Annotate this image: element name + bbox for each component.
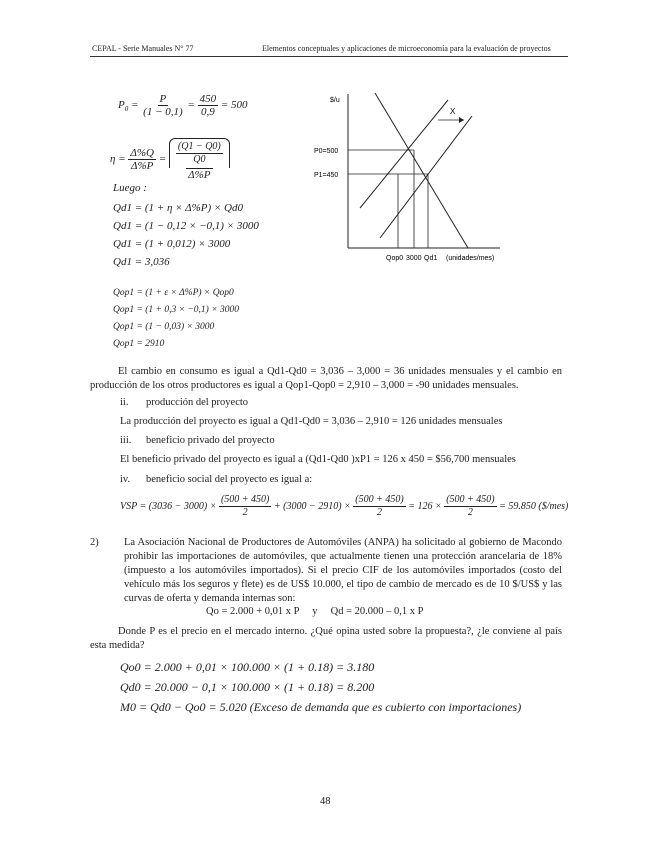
problem-2-eq3: M0 = Qd0 − Qo0 = 5.020 (Exceso de demanda que es cubierto con importaciones) xyxy=(120,700,522,714)
shift-label: X xyxy=(450,107,456,116)
supply-curve-2 xyxy=(380,116,472,238)
problem-2-eq2: Qd0 = 20.000 − 0,1 × 100.000 × (1 + 0.18) = 8.200 xyxy=(120,680,375,694)
vsp-equation: VSP = (3036 − 3000) × $\frac{(500 + 450)}{2}$ + (3000 − 2910) × $\frac{(500 + 450)}{2}$ = 126 × $\frac{(500 + 450)}{2}$ = 59.850 ($/mes) xyxy=(120,494,569,518)
problem-2-number: 2) xyxy=(90,537,99,548)
demand-curve xyxy=(375,93,468,248)
p1-label: P1=450 xyxy=(314,172,339,179)
paragraph-production: La producción del proyecto es igual a Qd1-Qd0 = 3,036 – 2,910 = 126 unidades mensuales xyxy=(120,416,503,427)
p0-label: P0=500 xyxy=(314,148,339,155)
x-tick-3000: 3000 xyxy=(406,255,422,262)
item-ii-number: ii. xyxy=(120,397,129,408)
x-tick-qop0: Qop0 xyxy=(386,255,404,262)
qd-lines: Qd1 = (1 + η × Δ%P) × Qd0 Qd1 = (1 − 0,12 × −0,1) × 3000 Qd1 = (1 + 0,012) × 3000 Qd1 = 3,036 xyxy=(113,202,259,268)
elasticity-equation: η = $\frac{\Delta\%Q}{\Delta\%P}$ = $\frac{\frac{(Q1 - Q0)}{Q0}}{\Delta\%P}$ xyxy=(110,138,230,181)
problem-2-eq1: Qo0 = 2.000 + 0,01 × 100.000 × (1 + 0.18) = 3.180 xyxy=(120,660,375,674)
paragraph-private-benefit: El beneficio privado del proyecto es igual a (Qd1-Qd0 )xP1 = 126 x 450 = $56,700 mensuales xyxy=(120,454,516,465)
running-header-left: CEPAL - Serie Manuales N° 77 xyxy=(92,44,194,53)
item-iv-label: beneficio social del proyecto es igual a: xyxy=(146,474,313,485)
header-rule xyxy=(90,56,568,57)
luego-label: Luego : xyxy=(113,182,147,194)
item-ii-label: producción del proyecto xyxy=(146,397,249,408)
supply-demand-diagram xyxy=(300,88,520,268)
problem-2-curves: Qo = 2.000 + 0,01 x P y Qd = 20.000 – 0,1 x P xyxy=(206,606,424,617)
running-header-right: Elementos conceptuales y aplicaciones de microeconomía para la evaluación de proyectos xyxy=(262,44,551,53)
y-axis-label: $/u xyxy=(330,97,340,104)
paragraph-consumption: El cambio en consumo es igual a Qd1-Qd0 = 3,036 – 3,000 = 36 unidades mensuales y el cambio en producción de los otros productores es igual a Qop1-Qop0 = 2,910 – 3,000 = -90 unidades mensuales. xyxy=(90,366,562,391)
problem-2-question: Donde P es el precio en el mercado interno. ¿Qué opina usted sobre la propuesta?, ¿le conviene al país esta medida? xyxy=(90,626,562,651)
problem-2-text: La Asociación Nacional de Productores de Automóviles (ANPA) ha solicitado al gobierno de Macondo prohibir las importaciones de automóviles, que actualmente tienen una protección arancelaria de 18% (impuesto a los automóviles importados). Si el precio CIF de los automóviles importados (costo del vehículo más los seguros y flete) es de US$ 10.000, el tipo de cambio de mercado es de 10 $/US$ y las curvas de oferta y demanda internas son: xyxy=(124,537,562,604)
x-axis-label: (unidades/mes) xyxy=(446,255,495,262)
x-tick-qd1: Qd1 xyxy=(424,255,438,262)
item-iv-number: iv. xyxy=(120,474,131,485)
item-iii-number: iii. xyxy=(120,435,132,446)
p0-equation: $P_0$ = $\frac{P}{(1 - 0,1)}$ = $\frac{450}{0,9}$ = 500 xyxy=(118,93,248,118)
qo-lines: Qop1 = (1 + ε × Δ%P) × Qop0 Qop1 = (1 + 0,3 × −0,1) × 3000 Qop1 = (1 − 0,03) × 3000 Qop1 = 2910 xyxy=(113,288,239,349)
item-iii-label: beneficio privado del proyecto xyxy=(146,435,275,446)
page-number: 48 xyxy=(320,796,331,807)
shift-arrowhead xyxy=(459,117,464,123)
